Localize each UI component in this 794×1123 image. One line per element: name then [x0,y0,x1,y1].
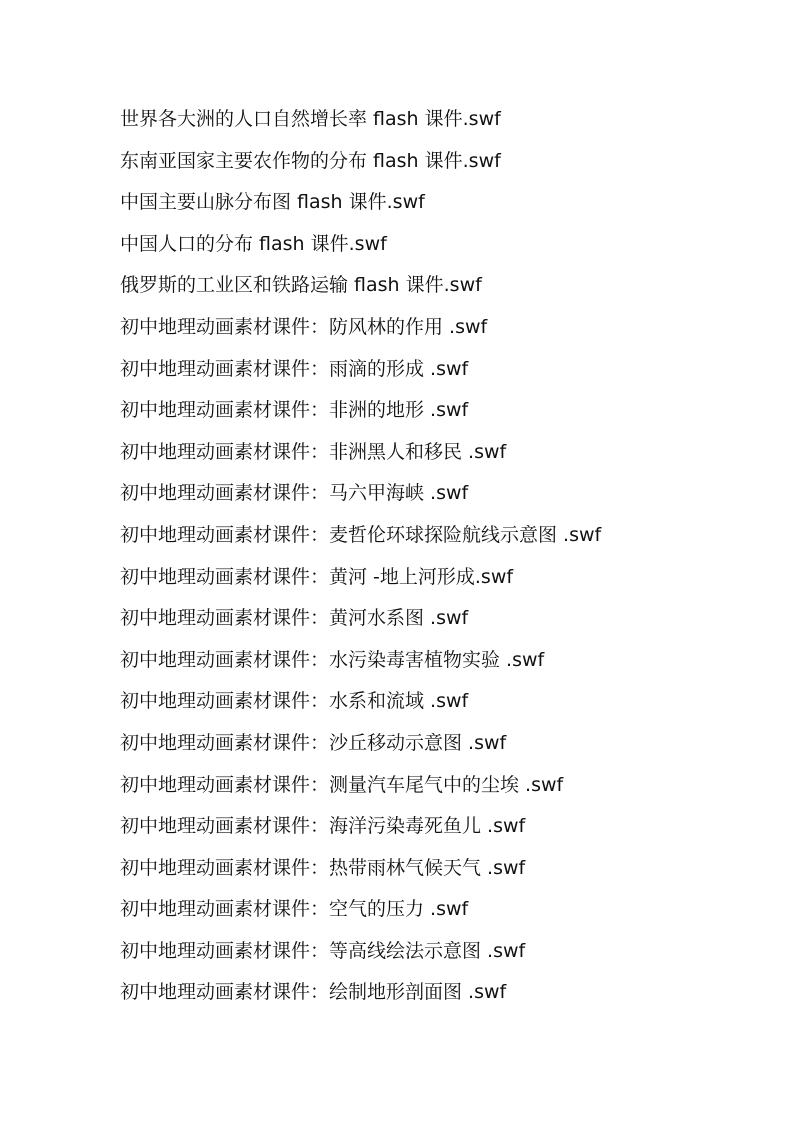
list-item: 中国人口的分布 flash 课件.swf [120,232,387,255]
list-item: 初中地理动画素材课件：海洋污染毒死鱼儿 .swf [120,815,526,838]
file-list [120,99,601,1014]
list-item: 初中地理动画素材课件：水系和流域 .swf [120,690,469,713]
list-item: 初中地理动画素材课件：空气的压力 .swf [120,898,469,921]
list-item: 中国主要山脉分布图 flash 课件.swf [120,191,425,214]
list-item: 俄罗斯的工业区和铁路运输 flash 课件.swf [120,274,482,297]
list-item: 初中地理动画素材课件：水污染毒害植物实验 .swf [120,648,545,671]
list-item: 世界各大洲的人口自然增长率 flash 课件.swf [120,108,501,130]
list-item: 初中地理动画素材课件：等高线绘法示意图 .swf [120,939,526,962]
list-item: 初中地理动画素材课件：黄河 -地上河形成.swf [120,565,514,588]
list-item: 初中地理动画素材课件：麦哲伦环球探险航线示意图 .swf [120,523,602,546]
list-item: 初中地理动画素材课件：非洲的地形 .swf [120,399,469,422]
list-item: 初中地理动画素材课件：测量汽车尾气中的尘埃 .swf [120,773,564,796]
list-item: 初中地理动画素材课件：绘制地形剖面图 .swf [120,981,507,1004]
list-item: 东南亚国家主要农作物的分布 flash 课件.swf [120,149,501,172]
list-item: 初中地理动画素材课件：热带雨林气候天气 .swf [120,856,526,879]
list-item: 初中地理动画素材课件：黄河水系图 .swf [120,607,469,630]
list-item: 初中地理动画素材课件：沙丘移动示意图 .swf [120,731,507,754]
list-item: 初中地理动画素材课件：防风林的作用 .swf [120,315,488,338]
list-item: 初中地理动画素材课件：非洲黑人和移民 .swf [120,440,507,463]
list-item: 初中地理动画素材课件：马六甲海峡 .swf [120,482,469,505]
list-item: 初中地理动画素材课件：雨滴的形成 .swf [120,357,469,380]
